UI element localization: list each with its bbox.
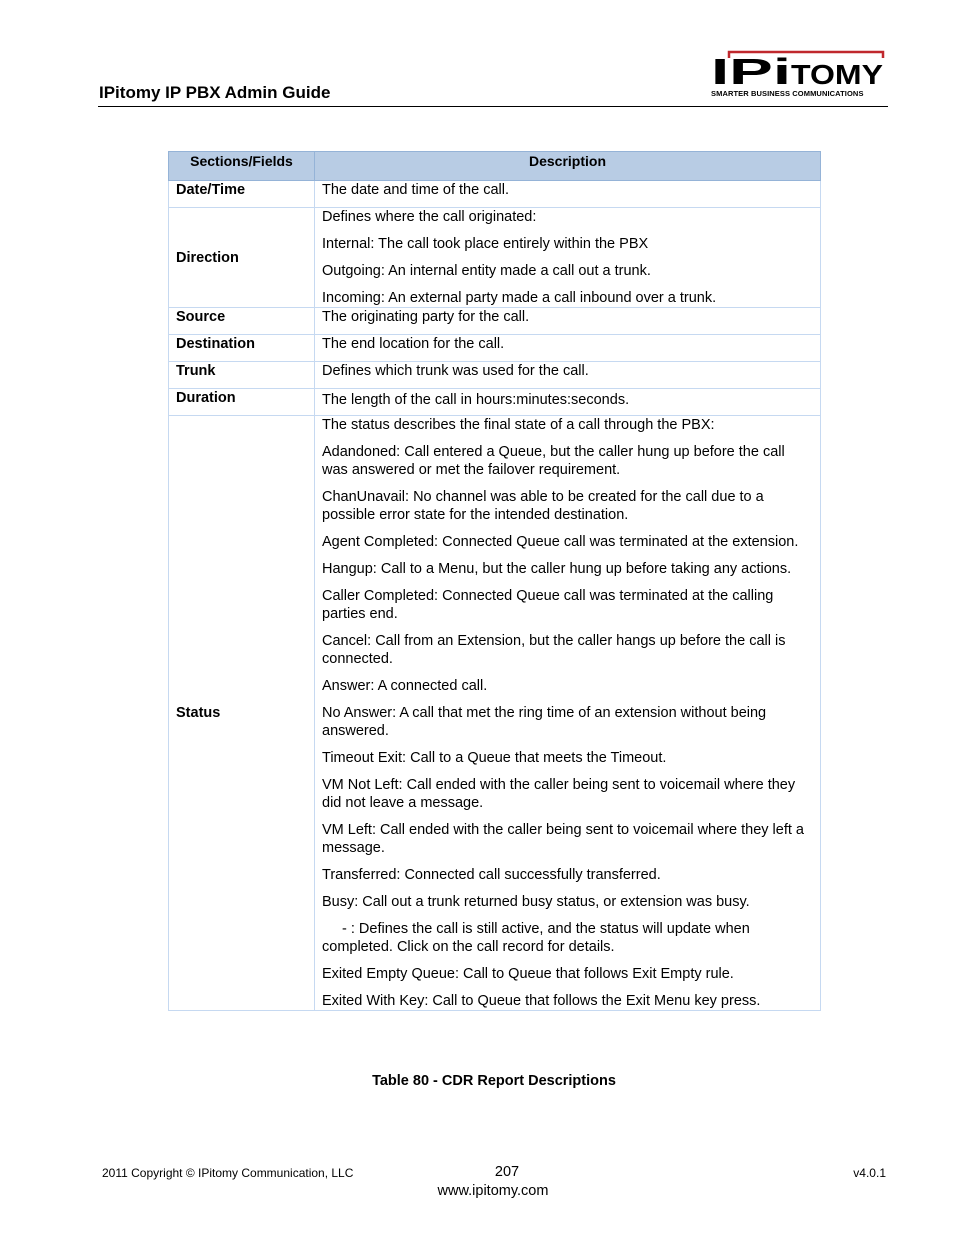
field-cell: Direction bbox=[169, 208, 315, 308]
description-text: No Answer: A call that met the ring time of an extension without being answered. bbox=[322, 705, 767, 739]
description-text: Timeout Exit: Call to a Queue that meets the Timeout. bbox=[322, 750, 667, 766]
table-header-row bbox=[169, 152, 821, 181]
field-cell: Trunk bbox=[169, 362, 315, 389]
description-text: The originating party for the call. bbox=[322, 309, 530, 325]
svg-text:TOMY: TOMY bbox=[791, 59, 884, 90]
footer-url: www.ipitomy.com bbox=[437, 1183, 549, 1199]
header-rule bbox=[98, 106, 888, 107]
field-cell: Destination bbox=[169, 335, 315, 362]
description-cell bbox=[315, 416, 821, 1011]
description-text: Incoming: An external party made a call inbound over a trunk. bbox=[322, 290, 717, 306]
svg-text:IPi: IPi bbox=[711, 51, 791, 92]
description-text: - : Defines the call is still active, and the status will update when completed. Click on the call record for details. bbox=[322, 921, 750, 955]
description-text: Caller Completed: Connected Queue call was terminated at the calling parties end. bbox=[322, 588, 774, 622]
field-cell: Duration bbox=[169, 389, 315, 416]
description-text: The end location for the call. bbox=[322, 336, 505, 352]
cdr-table bbox=[168, 151, 821, 1011]
table-row bbox=[169, 308, 821, 335]
description-text: Adandoned: Call entered a Queue, but the caller hung up before the call was answered or met the failover requirement. bbox=[322, 444, 785, 478]
description-cell bbox=[315, 308, 821, 335]
description-text: VM Not Left: Call ended with the caller being sent to voicemail where they did not leave a message. bbox=[322, 777, 796, 811]
description-text: Busy: Call out a trunk returned busy status, or extension was busy. bbox=[322, 894, 750, 910]
description-text: ChanUnavail: No channel was able to be created for the call due to a possible error state for the intended destination. bbox=[322, 489, 764, 523]
description-text: Exited With Key: Call to Queue that follows the Exit Menu key press. bbox=[322, 993, 761, 1009]
table-row bbox=[169, 181, 821, 208]
description-text: The status describes the final state of a call through the PBX: bbox=[322, 417, 715, 433]
description-cell bbox=[315, 208, 821, 308]
description-cell bbox=[315, 335, 821, 362]
description-cell bbox=[315, 389, 821, 416]
table-caption: Table 80 - CDR Report Descriptions bbox=[372, 1073, 616, 1089]
column-header-fields: Sections/Fields bbox=[169, 152, 315, 181]
field-cell: Status bbox=[169, 416, 315, 1011]
logo-tagline: SMARTER BUSINESS COMMUNICATIONS bbox=[711, 89, 864, 98]
column-header-description: Description bbox=[315, 152, 821, 181]
table-row bbox=[169, 416, 821, 1011]
description-text: VM Left: Call ended with the caller being sent to voicemail where they left a message. bbox=[322, 822, 804, 856]
description-text: Agent Completed: Connected Queue call was terminated at the extension. bbox=[322, 534, 799, 550]
field-cell: Source bbox=[169, 308, 315, 335]
footer-copyright: 2011 Copyright © IPitomy Communication, LLC bbox=[102, 1166, 354, 1180]
description-cell bbox=[315, 362, 821, 389]
description-text: Cancel: Call from an Extension, but the caller hangs up before the call is connected. bbox=[322, 633, 786, 667]
description-text: Transferred: Connected call successfully transferred. bbox=[322, 867, 661, 883]
table-row bbox=[169, 335, 821, 362]
footer-version: v4.0.1 bbox=[853, 1166, 886, 1180]
description-text: Answer: A connected call. bbox=[322, 678, 488, 694]
description-text: Internal: The call took place entirely within the PBX bbox=[322, 236, 649, 252]
table-row bbox=[169, 362, 821, 389]
description-text: Exited Empty Queue: Call to Queue that follows Exit Empty rule. bbox=[322, 966, 734, 982]
table-row bbox=[169, 389, 821, 416]
description-text: Hangup: Call to a Menu, but the caller hung up before taking any actions. bbox=[322, 561, 792, 577]
description-text: Outgoing: An internal entity made a call out a trunk. bbox=[322, 263, 651, 279]
table-row bbox=[169, 208, 821, 308]
field-cell: Date/Time bbox=[169, 181, 315, 208]
footer-page-number: 207 bbox=[494, 1164, 520, 1180]
description-text: The length of the call in hours:minutes:seconds. bbox=[322, 392, 630, 408]
header-title: IPitomy IP PBX Admin Guide bbox=[99, 83, 331, 102]
description-text: The date and time of the call. bbox=[322, 182, 509, 198]
description-text: Defines which trunk was used for the call. bbox=[322, 363, 589, 379]
description-text: Defines where the call originated: bbox=[322, 209, 537, 225]
description-cell bbox=[315, 181, 821, 208]
